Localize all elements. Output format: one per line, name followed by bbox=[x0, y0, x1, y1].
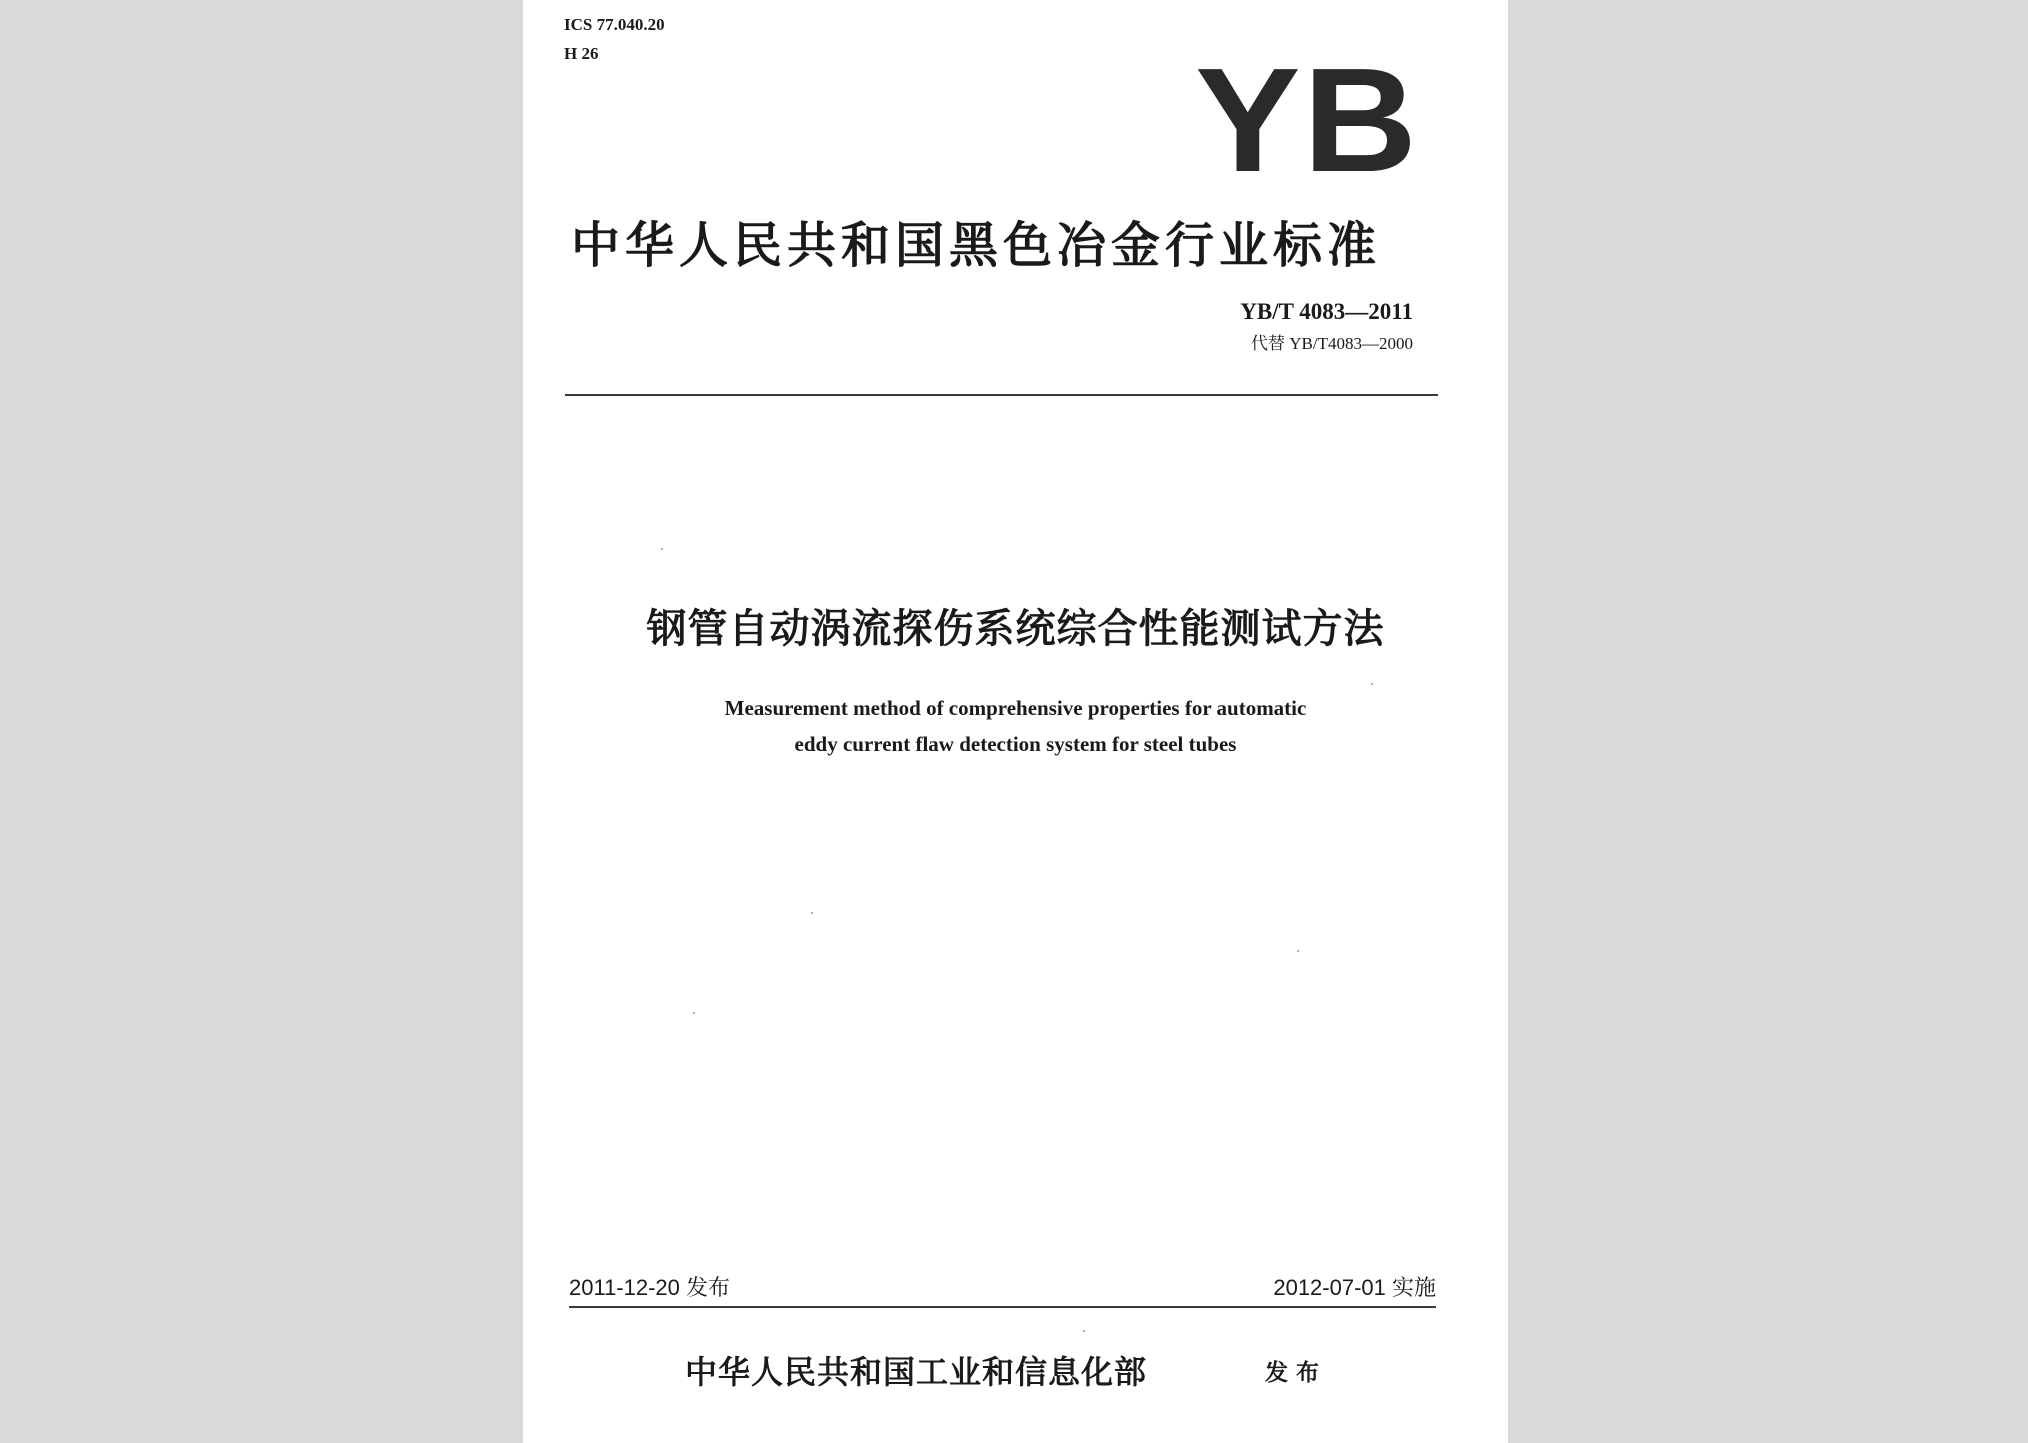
header-divider bbox=[565, 394, 1438, 396]
document-title-chinese: 钢管自动涡流探伤系统综合性能测试方法 bbox=[646, 606, 1385, 652]
standard-category-title: 中华人民共和国黑色冶金行业标准 bbox=[571, 217, 1382, 274]
issue-date: 2011-12-20 发布 bbox=[569, 1275, 731, 1300]
publish-label: 发布 bbox=[1265, 1359, 1327, 1386]
standard-number: YB/T 4083—2011 bbox=[1240, 299, 1413, 324]
yb-logo: YB bbox=[1195, 38, 1420, 203]
scan-speck bbox=[693, 1012, 695, 1014]
ics-code: ICS 77.040.20 bbox=[564, 15, 665, 34]
document-page bbox=[523, 0, 1508, 1443]
title-english-line-2: eddy current flaw detection system for steel tubes bbox=[794, 732, 1237, 756]
title-english-line-1: Measurement method of comprehensive properties for automatic bbox=[724, 696, 1307, 720]
implementation-date: 2012-07-01 实施 bbox=[1273, 1275, 1436, 1300]
scan-speck bbox=[1297, 950, 1299, 952]
publisher-name: 中华人民共和国工业和信息化部 bbox=[685, 1353, 1148, 1391]
replaces-standard: 代替 YB/T4083—2000 bbox=[1251, 334, 1413, 353]
scan-speck bbox=[661, 548, 663, 550]
scan-speck bbox=[811, 912, 813, 914]
scan-speck bbox=[1371, 683, 1373, 685]
scan-speck bbox=[1083, 1330, 1085, 1332]
document-title-english bbox=[523, 690, 1508, 762]
footer-divider bbox=[569, 1306, 1436, 1308]
ccs-code: H 26 bbox=[564, 44, 599, 63]
